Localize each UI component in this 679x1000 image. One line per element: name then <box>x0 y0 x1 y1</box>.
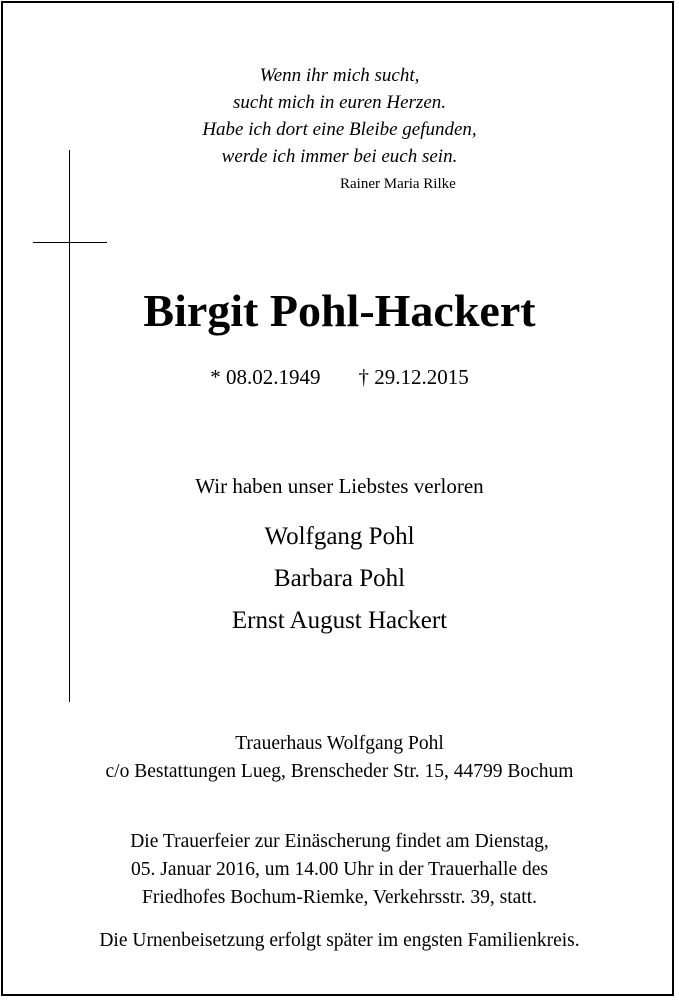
mourners-list <box>0 516 679 642</box>
ceremony-line: Friedhofes Bochum-Riemke, Verkehrsstr. 39, statt. <box>142 887 537 908</box>
ceremony-line: 05. Januar 2016, um 14.00 Uhr in der Trauerhalle des <box>130 859 548 880</box>
poem-line: Wenn ihr mich sucht, <box>259 65 420 86</box>
poem-line: sucht mich in euren Herzen. <box>233 92 446 113</box>
ceremony-details <box>0 828 679 912</box>
ceremony-line: Die Trauerfeier zur Einäscherung findet am Dienstag, <box>130 831 549 852</box>
address-line: Trauerhaus Wolfgang Pohl <box>235 733 444 754</box>
mourner-name: Wolfgang Pohl <box>264 523 415 550</box>
birth-date: * 08.02.1949 <box>210 365 321 389</box>
poem-author: Rainer Maria Rilke <box>340 176 456 192</box>
address-line: c/o Bestattungen Lueg, Brenscheder Str. 15, 44799 Bochum <box>105 761 574 782</box>
mourner-name: Barbara Pohl <box>273 565 406 592</box>
cross-icon-horizontal-bar <box>33 242 107 243</box>
life-dates <box>0 363 679 391</box>
deceased-name: Birgit Pohl-Hackert <box>143 285 536 336</box>
poem <box>0 62 679 170</box>
urn-burial-note: Die Urnenbeisetzung erfolgt später im engsten Familienkreis. <box>99 930 580 951</box>
mourner-name: Ernst August Hackert <box>231 607 448 634</box>
poem-line: werde ich immer bei euch sein. <box>221 146 458 167</box>
death-date: † 29.12.2015 <box>358 365 469 389</box>
poem-line: Habe ich dort eine Bleibe gefunden, <box>202 119 477 140</box>
mourning-statement: Wir haben unser Liebstes verloren <box>195 474 484 498</box>
mourning-address <box>0 730 679 786</box>
